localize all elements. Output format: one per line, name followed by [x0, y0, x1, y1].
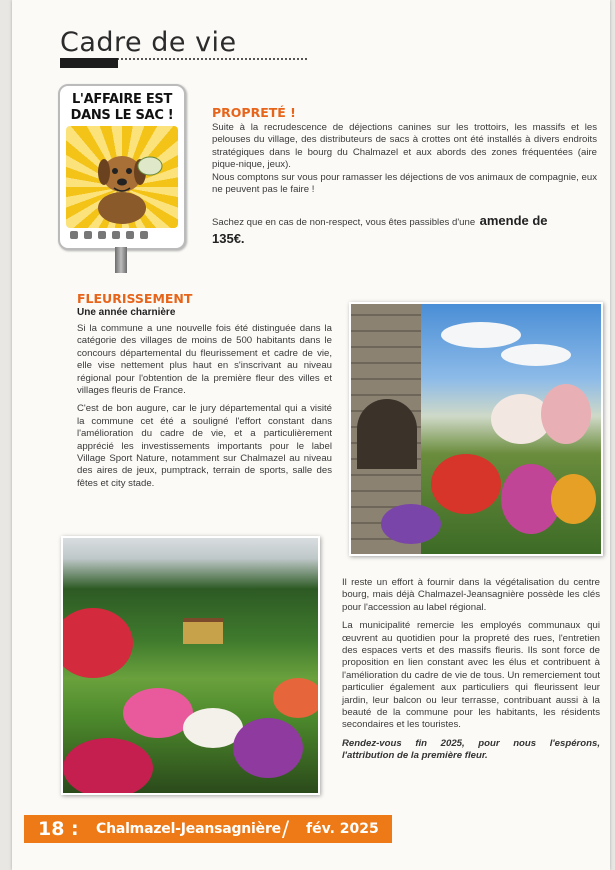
hydrangea-shape — [541, 384, 591, 444]
page-footer — [24, 815, 392, 843]
flower-cluster — [233, 718, 303, 778]
publication-name: Chalmazel-Jeansagnière — [96, 821, 281, 837]
flower-cluster — [61, 608, 133, 678]
picto-icon — [98, 231, 106, 239]
picto-icon — [126, 231, 134, 239]
fleurissement-subheading: Une année charnière — [77, 307, 176, 318]
amende-notice — [212, 212, 600, 248]
fleurissement-heading: FLEURISSEMENT — [77, 291, 193, 306]
sign-slogan-line2: DANS LE SAC ! — [70, 108, 174, 123]
cloud-shape — [501, 344, 571, 366]
dog-icon — [66, 126, 178, 228]
fleurissement-closing: Rendez-vous fin 2025, pour nous l'espérons, l'attribution de la première fleur. — [342, 737, 600, 762]
proprete-paragraph: Nous comptons sur vous pour ramasser les déjections de vos animaux de compagnie, eux ne peuvent pas le faire ! — [212, 171, 597, 196]
flower-cluster — [431, 454, 501, 514]
issue-date: fév. 2025 — [306, 821, 379, 837]
fleurissement-paragraph: Si la commune a une nouvelle fois été distinguée dans la catégorie des villages de moins de 500 habitants dans le concours départemental du fleurissement et cadre de vie, elle vise nettement plus haut en s'inscrivant au niveau régional pour l'obtention de la première fleur des villes et villages fleuris de France. — [77, 323, 332, 397]
page — [12, 0, 610, 870]
fleurissement-text-continued — [342, 577, 600, 769]
flower-cluster — [551, 474, 596, 524]
cloud-shape — [441, 322, 521, 348]
fleurissement-text — [77, 323, 332, 496]
page-number: 18 : — [38, 818, 79, 840]
sign-slogan — [64, 92, 180, 124]
dog-bag-sign-illustration — [58, 84, 188, 274]
sign-pictograms — [70, 231, 174, 241]
proprete-text — [212, 122, 597, 196]
page-title: Cadre de vie — [60, 28, 307, 60]
amende-text: Sachez que en cas de non-respect, vous êtes passibles d'une — [212, 217, 476, 228]
sign-panel — [58, 84, 186, 250]
fleurissement-paragraph: La municipalité remercie les employés communaux qui œuvrent au quotidien pour la propreté des rues, l'entretien des espaces verts et des massifs fleuris. Ils sont force de proposition en lien constant avec les élus et contribuent à l'amélioration du cadre de vie de tous. Un remerciement tout particulier également aux particuliers qui fleurissent leur jardin, leur balcon ou leur terrasse, contribuant aussi à la beauté de la commune pour les habitants, les résidents secondaires et les touristes. — [342, 620, 600, 731]
sign-slogan-line1: L'AFFAIRE EST — [71, 92, 173, 107]
fleurissement-paragraph: C'est de bon augure, car le jury départemental qui a visité la commune cet été a souligné l'effort constant dans l'amélioration du cadre de vie, et a particulièrement apprécié les investissements importants pour le label Village Sport Nature, notamment sur Chalmazel au niveau des aires de jeux, pumptrack, terrain de sports, salle des fêtes et city stade. — [77, 403, 332, 489]
stone-arch — [357, 399, 417, 469]
flower-bed-photo — [349, 302, 603, 556]
picto-icon — [112, 231, 120, 239]
title-underline-bar — [60, 58, 118, 68]
sign-pole — [115, 247, 127, 273]
fleurissement-paragraph: Il reste un effort à fournir dans la végétalisation du centre bourg, mais déjà Chalmazel-Jeansagnière possède les clés pour l'accession au label régional. — [342, 577, 600, 613]
flower-cluster — [273, 678, 320, 718]
picto-icon — [140, 231, 148, 239]
amende-amount: 135€. — [212, 231, 245, 246]
amende-value: amende de — [479, 213, 548, 228]
proprete-heading: PROPRETÉ ! — [212, 105, 296, 120]
flower-cluster — [63, 738, 153, 795]
playground-shape — [183, 618, 223, 644]
picto-icon — [84, 231, 92, 239]
flower-cluster — [381, 504, 441, 544]
proprete-paragraph: Suite à la recrudescence de déjections canines sur les trottoirs, les massifs et les pelouses du village, des distributeurs de sacs à crottes ont été installés à divers endroits stratégiques dans le bourg du Chalmazel et aux abords des zones fréquentées (aire pique-nique, jeux). — [212, 122, 597, 171]
footer-separator: / — [282, 817, 290, 841]
village-flowers-photo — [61, 536, 320, 795]
picto-icon — [70, 231, 78, 239]
